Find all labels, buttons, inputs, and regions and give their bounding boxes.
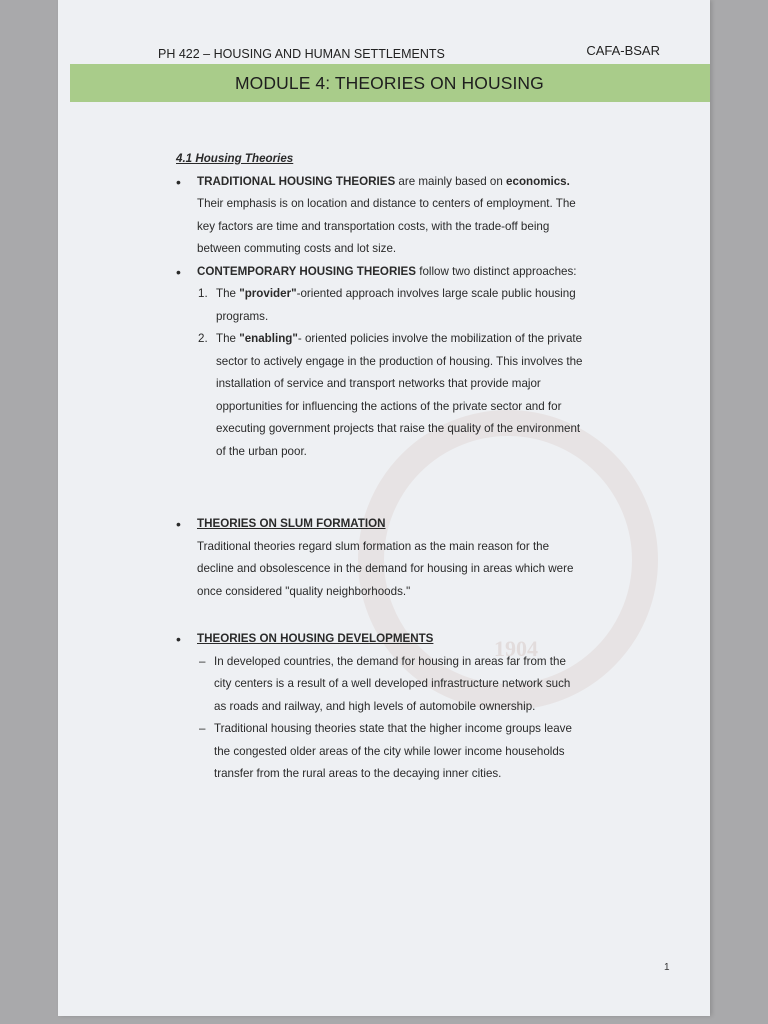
traditional-keyword: economics. <box>506 174 570 188</box>
page-content <box>176 148 636 786</box>
college-program: CAFA-BSAR <box>586 43 660 58</box>
text-line: - oriented policies involve the mobilization of the private <box>297 332 583 345</box>
slum-heading: THEORIES ON SLUM FORMATION <box>197 517 386 530</box>
text-line: -oriented approach involves large scale public housing <box>296 287 576 300</box>
text-line: sector to actively engage in the production of housing. This involves the <box>216 354 583 368</box>
section-title: 4.1 Housing Theories <box>176 152 294 165</box>
text-line: once considered "quality neighborhoods." <box>197 584 411 598</box>
text-line: as roads and railway, and high levels of automobile ownership. <box>214 699 536 713</box>
traditional-heading: TRADITIONAL HOUSING THEORIES <box>197 174 396 188</box>
module-title: MODULE 4: THEORIES ON HOUSING <box>235 73 544 93</box>
text-line: executing government projects that raise the quality of the environment <box>216 422 581 435</box>
numbered-item-enabling <box>176 328 636 463</box>
course-code: PH 422 – HOUSING AND HUMAN SETTLEMENTS <box>158 47 445 61</box>
bullet-slum-formation <box>176 513 636 603</box>
bullet-dot: • <box>176 516 181 532</box>
text-line: installation of service and transport networks that provide major <box>216 377 541 390</box>
bullet-dot: • <box>176 263 181 280</box>
traditional-mid: are mainly based on <box>395 174 507 188</box>
text-line: transfer from the rural areas to the decaying inner cities. <box>214 767 502 780</box>
text-line: Their emphasis is on location and distance to centers of employment. The <box>197 197 576 210</box>
text-line: decline and obsolescence in the demand for housing in areas which were <box>197 562 574 575</box>
bullet-traditional <box>176 171 636 261</box>
text-line: city centers is a result of a well developed infrastructure network such <box>214 677 571 690</box>
item-keyword: "provider" <box>239 287 297 300</box>
text-line: In developed countries, the demand for housing in areas far from the <box>214 654 566 668</box>
item-number: 1. <box>198 287 208 300</box>
text-line: between commuting costs and lot size. <box>197 242 397 255</box>
module-banner <box>70 64 710 102</box>
contemporary-heading: CONTEMPORARY HOUSING THEORIES <box>197 264 417 278</box>
numbered-item-provider <box>176 283 636 328</box>
contemporary-rest: follow two distinct approaches: <box>416 264 577 278</box>
item-number: 2. <box>198 332 208 345</box>
bullet-dot: • <box>176 173 181 190</box>
text-line: programs. <box>216 309 269 323</box>
text-line: the congested older areas of the city while lower income households <box>214 744 565 758</box>
dash-marker: – <box>199 722 206 735</box>
document-page <box>58 0 710 1016</box>
text-line: of the urban poor. <box>216 444 307 458</box>
bullet-contemporary <box>176 261 636 284</box>
bullet-housing-developments <box>176 628 636 651</box>
text-line: Traditional theories regard slum formation as the main reason for the <box>197 539 550 553</box>
page-number: 1 <box>664 962 670 973</box>
bullet-dot: • <box>176 631 181 647</box>
item-pre: The <box>216 332 240 345</box>
watermark-year: 1904 <box>494 636 538 661</box>
developments-heading: THEORIES ON HOUSING DEVELOPMENTS <box>197 632 434 645</box>
text-line: Traditional housing theories state that the higher income groups leave <box>214 722 572 735</box>
item-pre: The <box>216 287 240 300</box>
text-line: opportunities for influencing the actions of the private sector and for <box>216 399 562 413</box>
dash-item-traditional-theories <box>176 718 636 786</box>
dash-item-developed-countries <box>176 651 636 719</box>
item-keyword: "enabling" <box>239 332 298 345</box>
text-line: key factors are time and transportation costs, with the trade-off being <box>197 219 550 233</box>
dash-marker: – <box>199 654 206 668</box>
